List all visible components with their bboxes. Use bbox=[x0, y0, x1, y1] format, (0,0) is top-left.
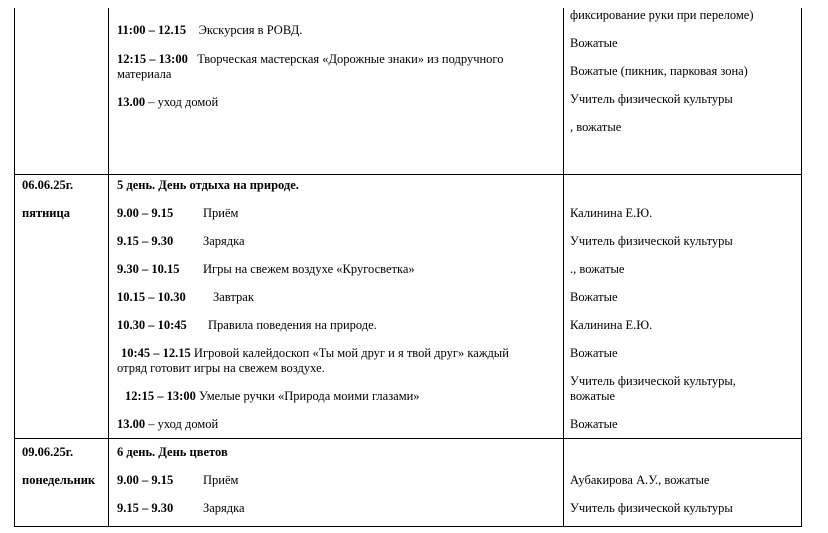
responsible-item: Вожатые bbox=[570, 36, 618, 50]
col-divider-responsible bbox=[563, 8, 564, 527]
responsible-item: Вожатые bbox=[570, 346, 618, 360]
responsible-item: ., вожатые bbox=[570, 262, 625, 276]
row-divider-day6 bbox=[14, 438, 802, 439]
schedule-item bbox=[117, 473, 239, 488]
col-divider-date bbox=[108, 8, 109, 527]
responsible-item: Учитель физической культуры bbox=[570, 92, 733, 106]
day-weekday: понедельник bbox=[22, 473, 96, 487]
schedule-time: 13.00 bbox=[117, 417, 146, 431]
schedule-item bbox=[117, 52, 504, 67]
schedule-item bbox=[121, 346, 509, 361]
schedule-item bbox=[117, 417, 218, 432]
schedule-activity: Правила поведения на природе. bbox=[208, 318, 377, 332]
day-title: 5 день. День отдыха на природе. bbox=[117, 178, 299, 192]
schedule-activity: Экскурсия в РОВД. bbox=[198, 23, 303, 37]
schedule-item bbox=[125, 389, 420, 404]
responsible-item: Учитель физической культуры, bbox=[570, 374, 736, 388]
responsible-item: Калинина Е.Ю. bbox=[570, 318, 653, 332]
responsible-item: Вожатые bbox=[570, 290, 618, 304]
table-border-bottom bbox=[14, 526, 802, 527]
schedule-item bbox=[117, 262, 415, 277]
schedule-time: 12:15 – 13:00 bbox=[125, 389, 196, 403]
schedule-time: 10:45 – 12.15 bbox=[121, 346, 191, 360]
schedule-time: 10.15 – 10.30 bbox=[117, 290, 186, 304]
responsible-item: Учитель физической культуры bbox=[570, 501, 733, 515]
schedule-activity: Зарядка bbox=[203, 234, 245, 248]
schedule-activity: Творческая мастерская «Дорожные знаки» из подручного bbox=[197, 52, 504, 66]
schedule-activity: Приём bbox=[203, 473, 239, 487]
responsible-item: Вожатые bbox=[570, 417, 618, 431]
schedule-item bbox=[117, 234, 245, 249]
schedule-item bbox=[117, 23, 302, 38]
schedule-activity: Умелые ручки «Природа моими глазами» bbox=[195, 389, 420, 403]
table-border-right bbox=[801, 8, 802, 527]
responsible-item: Учитель физической культуры bbox=[570, 234, 733, 248]
schedule-time: 9.00 – 9.15 bbox=[117, 473, 174, 487]
schedule-item bbox=[117, 501, 245, 516]
schedule-activity: Игры на свежем воздухе «Кругосветка» bbox=[203, 262, 415, 276]
schedule-time: 9.15 – 9.30 bbox=[117, 501, 174, 515]
schedule-activity: – уход домой bbox=[145, 417, 219, 431]
responsible-item: , вожатые bbox=[570, 120, 622, 134]
table-border-left bbox=[14, 8, 15, 527]
day-title: 6 день. День цветов bbox=[117, 445, 228, 459]
schedule-activity: Приём bbox=[203, 206, 239, 220]
responsible-item: вожатые bbox=[570, 389, 616, 403]
schedule-time: 13.00 bbox=[117, 95, 146, 109]
schedule-time: 9.15 – 9.30 bbox=[117, 234, 174, 248]
schedule-activity: Зарядка bbox=[203, 501, 245, 515]
responsible-item: Вожатые (пикник, парковая зона) bbox=[570, 64, 748, 78]
schedule-time: 9.00 – 9.15 bbox=[117, 206, 174, 220]
responsible-item: Аубакирова А.У., вожатые bbox=[570, 473, 710, 487]
day-date: 09.06.25г. bbox=[22, 445, 74, 459]
schedule-time: 12:15 – 13:00 bbox=[117, 52, 188, 66]
schedule-activity: Игровой калейдоскоп «Ты мой друг и я твой друг» каждый bbox=[190, 346, 509, 360]
day-date: 06.06.25г. bbox=[22, 178, 74, 192]
schedule-item bbox=[117, 95, 218, 110]
schedule-item bbox=[117, 318, 377, 333]
schedule-time: 11:00 – 12.15 bbox=[117, 23, 187, 37]
schedule-time: 10.30 – 10:45 bbox=[117, 318, 187, 332]
schedule-item bbox=[117, 290, 254, 305]
schedule-activity: – уход домой bbox=[145, 95, 219, 109]
schedule-activity-continued: материала bbox=[117, 67, 172, 81]
responsible-item: фиксирование руки при переломе) bbox=[570, 8, 754, 22]
responsible-item: Калинина Е.Ю. bbox=[570, 206, 653, 220]
schedule-activity: Завтрак bbox=[213, 290, 254, 304]
schedule-time: 9.30 – 10.15 bbox=[117, 262, 180, 276]
schedule-activity-continued: отряд готовит игры на свежем воздухе. bbox=[117, 361, 325, 375]
schedule-item bbox=[117, 206, 239, 221]
day-weekday: пятница bbox=[22, 206, 70, 220]
row-divider-day5 bbox=[14, 174, 802, 175]
